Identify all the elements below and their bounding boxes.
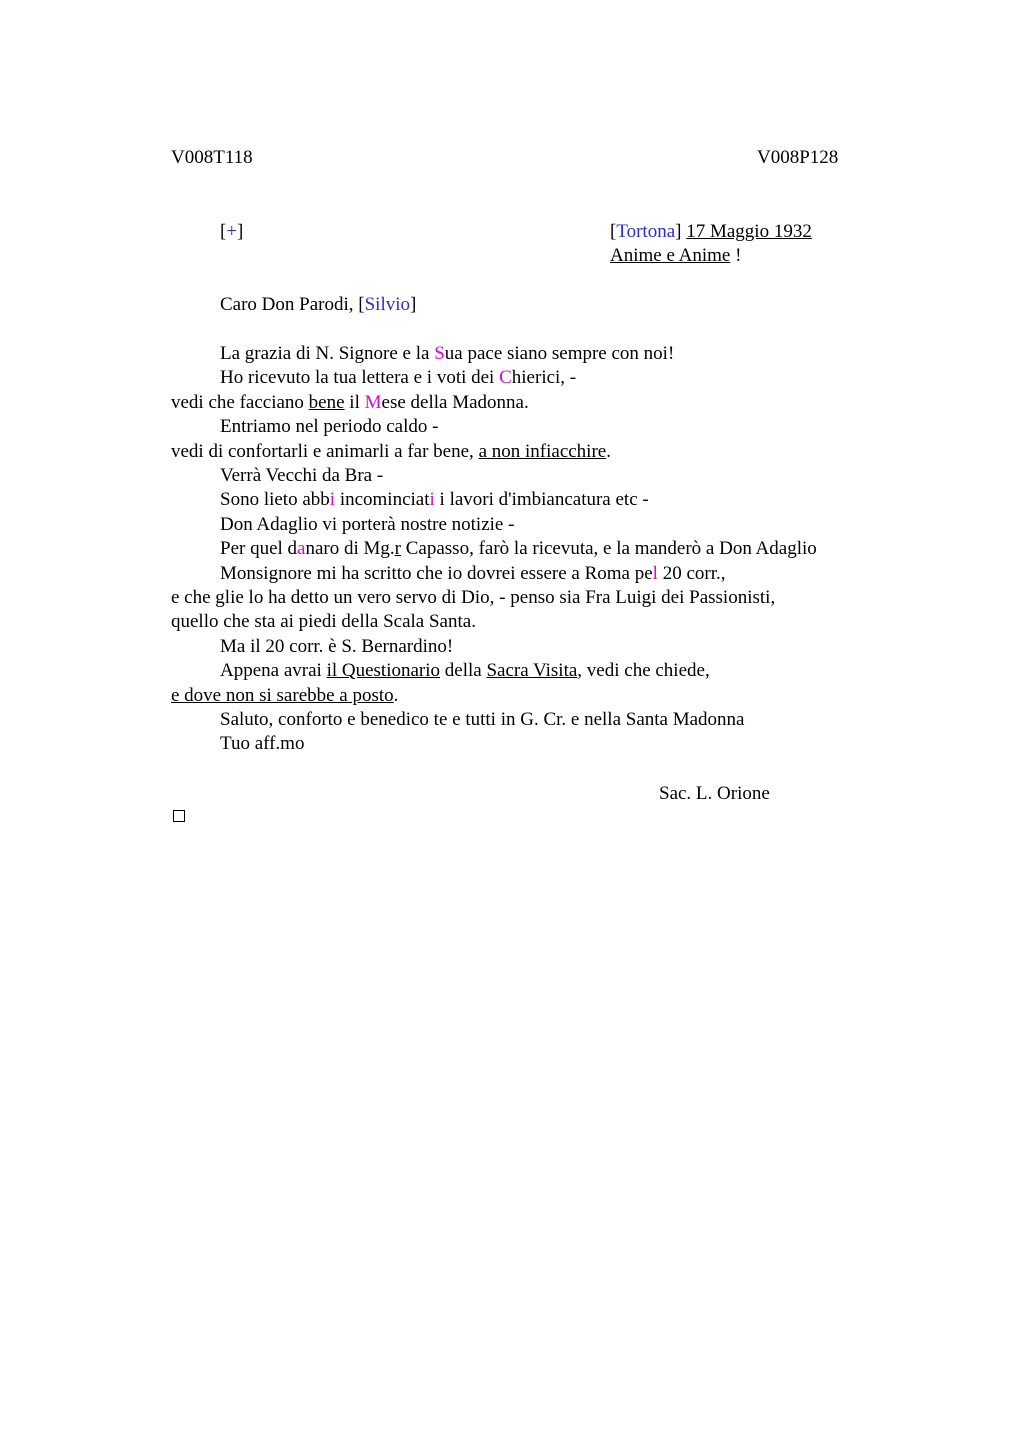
text-segment: C — [499, 367, 512, 389]
body-line — [220, 635, 453, 659]
body-line — [171, 610, 476, 634]
text-segment: M — [364, 391, 382, 413]
body-line — [220, 708, 744, 732]
text-segment: Per quel d — [220, 538, 298, 560]
body-line — [220, 562, 726, 586]
body-line — [220, 342, 674, 366]
text-segment: quello che sta ai piedi della Scala Santa. — [171, 611, 476, 633]
text-segment: . — [606, 440, 611, 462]
motto: Anime e Anime — [610, 245, 731, 266]
text-segment: e dove non si sarebbe a posto — [171, 684, 394, 706]
bracket-close: ] — [237, 221, 244, 242]
text-segment: Tuo aff.mo — [220, 733, 305, 755]
text-segment: . — [393, 684, 399, 706]
place-name: Tortona — [616, 221, 676, 242]
text-segment: S — [434, 343, 445, 364]
text-segment: Don Adaglio vi porterà nostre notizie - — [220, 513, 515, 535]
motto-end: ! — [730, 245, 742, 266]
text-segment: i lavori d'imbiancatura etc - — [434, 489, 649, 511]
text-segment: incominciat — [335, 489, 430, 511]
body-line — [220, 488, 649, 512]
body-line — [220, 464, 383, 488]
body-line — [220, 659, 710, 683]
text-segment: Ho ricevuto la tua lettera e i voti dei — [220, 367, 500, 389]
text-segment: 20 corr., — [657, 562, 726, 584]
text-segment: vedi di confortarli e animarli a far bene, — [171, 440, 479, 462]
body-line — [171, 586, 775, 610]
cross-mark — [220, 220, 243, 244]
recipient-name: Silvio — [364, 294, 410, 315]
text-segment: Entriamo nel periodo caldo - — [220, 416, 439, 438]
text-segment: a non infiacchire — [478, 440, 607, 462]
bracket-open: [ — [220, 221, 227, 242]
text-segment: Sono lieto abb — [220, 489, 330, 511]
letter-date: 17 Maggio 1932 — [686, 221, 812, 242]
body-line — [220, 366, 576, 390]
text-segment: hierici, - — [511, 367, 577, 389]
motto-line — [610, 244, 741, 268]
body-line — [171, 391, 529, 415]
cross-symbol: + — [226, 221, 238, 242]
text-segment: il Questionario — [326, 660, 441, 682]
text-segment: bene — [308, 391, 345, 413]
text-segment: Verrà Vecchi da Bra - — [220, 465, 384, 486]
text-segment: , vedi che chiede, — [577, 660, 710, 682]
text-segment: Capasso, farò la ricevuta, e la manderò a Don Adaglio — [401, 538, 817, 560]
text-segment: naro di Mg. — [305, 538, 395, 560]
place-bracket-close: ] — [675, 221, 682, 242]
text-segment: ese della Madonna. — [381, 391, 529, 413]
text-segment: Sacra Visita — [486, 660, 578, 682]
end-box-icon — [173, 810, 185, 822]
header-left-code: V008T118 — [171, 147, 253, 168]
text-segment: i — [329, 489, 336, 511]
text-segment: Ma il 20 corr. è S. Bernardino! — [220, 635, 454, 657]
text-segment: della — [440, 660, 487, 682]
text-segment: Appena avrai — [220, 660, 327, 682]
text-segment: r — [394, 538, 401, 560]
text-segment: i — [429, 489, 435, 511]
text-segment: Saluto, conforto e benedico te e tutti in G. Cr. e nella Santa Madonna — [220, 709, 745, 730]
place-date — [610, 220, 812, 244]
text-segment: a — [297, 538, 306, 560]
header-right-code: V008P128 — [757, 147, 839, 168]
text-segment: l — [652, 562, 658, 584]
greeting — [220, 293, 416, 317]
body-line — [220, 513, 514, 537]
body-line — [220, 537, 817, 561]
text-segment: vedi che facciano — [171, 391, 309, 413]
greeting-text: Caro Don Parodi, — [220, 294, 359, 315]
body-line — [220, 415, 438, 439]
text-segment: e che glie lo ha detto un vero servo di Dio, - penso sia Fra Luigi dei Passionisti, — [171, 587, 776, 608]
greeting-bracket-open: [ — [358, 294, 365, 315]
body-line — [171, 684, 398, 708]
place-bracket-open: [ — [610, 221, 617, 242]
signature: Sac. L. Orione — [659, 783, 770, 804]
text-segment: Monsignore mi ha scritto che io dovrei essere a Roma pe — [220, 562, 653, 584]
body-line — [171, 440, 611, 464]
text-segment: il — [344, 391, 365, 413]
greeting-bracket-close: ] — [410, 294, 417, 315]
text-segment: La grazia di N. Signore e la — [220, 343, 435, 364]
body-line — [220, 732, 304, 756]
text-segment: ua pace siano sempre con noi! — [444, 343, 675, 364]
